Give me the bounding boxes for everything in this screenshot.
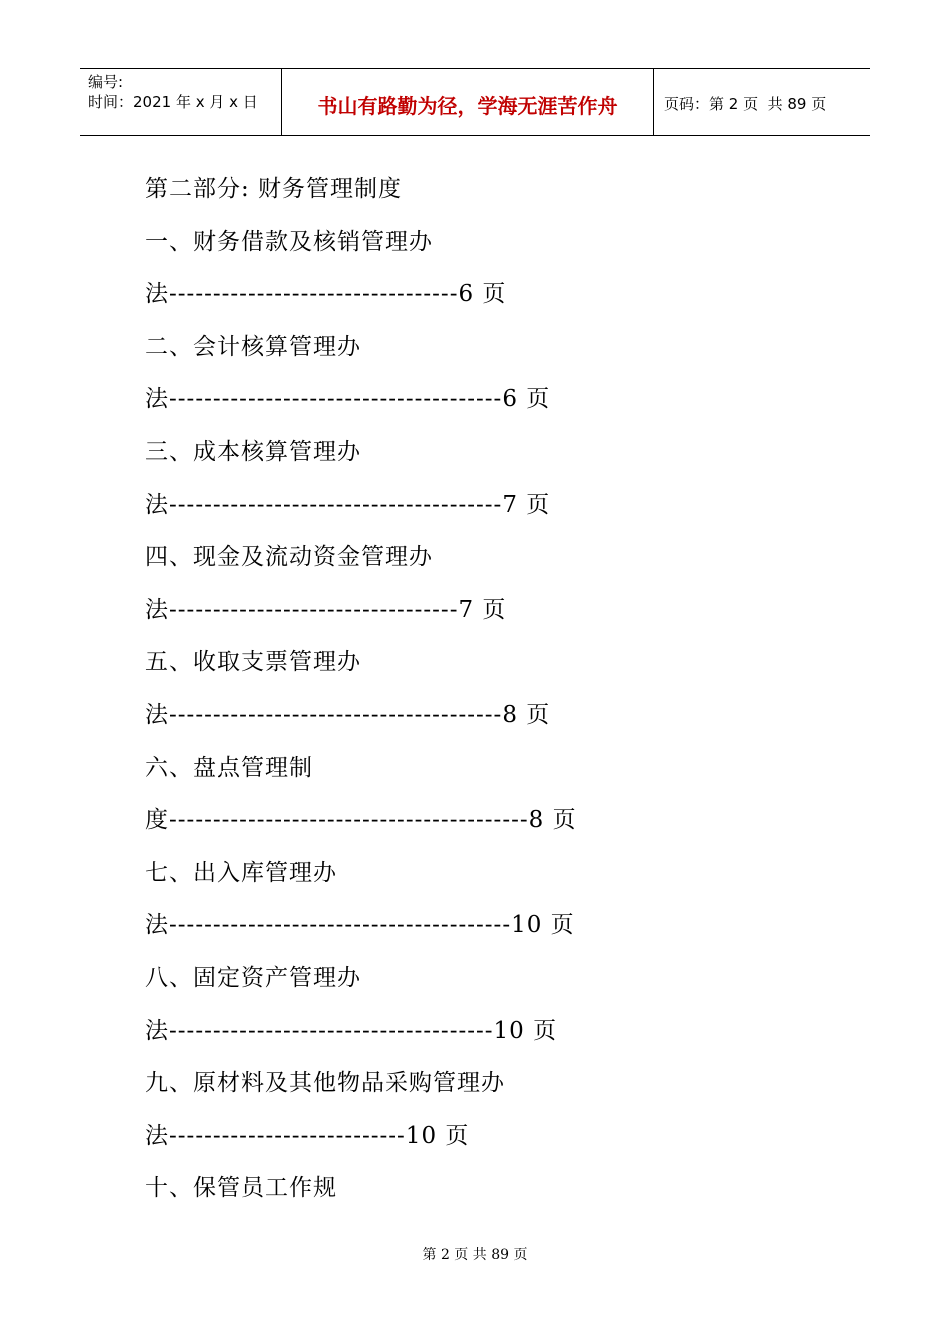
document-number-label: 编号: (88, 73, 124, 91)
toc-line: 六、盘点管理制 (145, 754, 313, 781)
toc-line: 四、现金及流动资金管理办 (145, 544, 433, 571)
header-motto: 书山有路勤为径，学海无涯苦作舟 (282, 69, 654, 135)
toc-line: 法--------------------------------------6 页 (145, 386, 551, 413)
toc-line: 七、出入库管理办 (145, 859, 337, 886)
toc-line: 法---------------------------10 页 (145, 1122, 470, 1149)
header-page-info-text: 页码：第 2 页 共 89 页 (664, 94, 827, 113)
page-header (80, 68, 870, 136)
header-page-info (654, 69, 870, 135)
toc-line: 法---------------------------------6 页 (145, 281, 507, 308)
document-date: 时间：2021 年 x 月 x 日 (88, 93, 258, 111)
toc-line: 五、收取支票管理办 (145, 649, 361, 676)
page-footer: 第 2 页 共 89 页 (422, 1247, 528, 1263)
toc-line: 九、原材料及其他物品采购管理办 (145, 1070, 505, 1097)
toc-line: 三、成本核算管理办 (145, 438, 361, 465)
table-of-contents (145, 163, 845, 1215)
toc-line: 法---------------------------------------10 页 (145, 912, 575, 939)
toc-line: 法--------------------------------------8 页 (145, 701, 551, 728)
toc-line: 一、财务借款及核销管理办 (145, 228, 433, 255)
toc-line: 八、固定资产管理办 (145, 964, 361, 991)
toc-line: 二、会计核算管理办 (145, 333, 361, 360)
toc-line: 法---------------------------------7 页 (145, 596, 507, 623)
toc-line: 法-------------------------------------10 页 (145, 1017, 558, 1044)
toc-line: 十、保管员工作规 (145, 1175, 337, 1202)
toc-section-title: 第二部分: 财务管理制度 (145, 176, 403, 202)
header-meta (80, 69, 282, 135)
toc-line: 度-----------------------------------------8 页 (145, 807, 577, 834)
toc-line: 法--------------------------------------7 页 (145, 491, 551, 518)
